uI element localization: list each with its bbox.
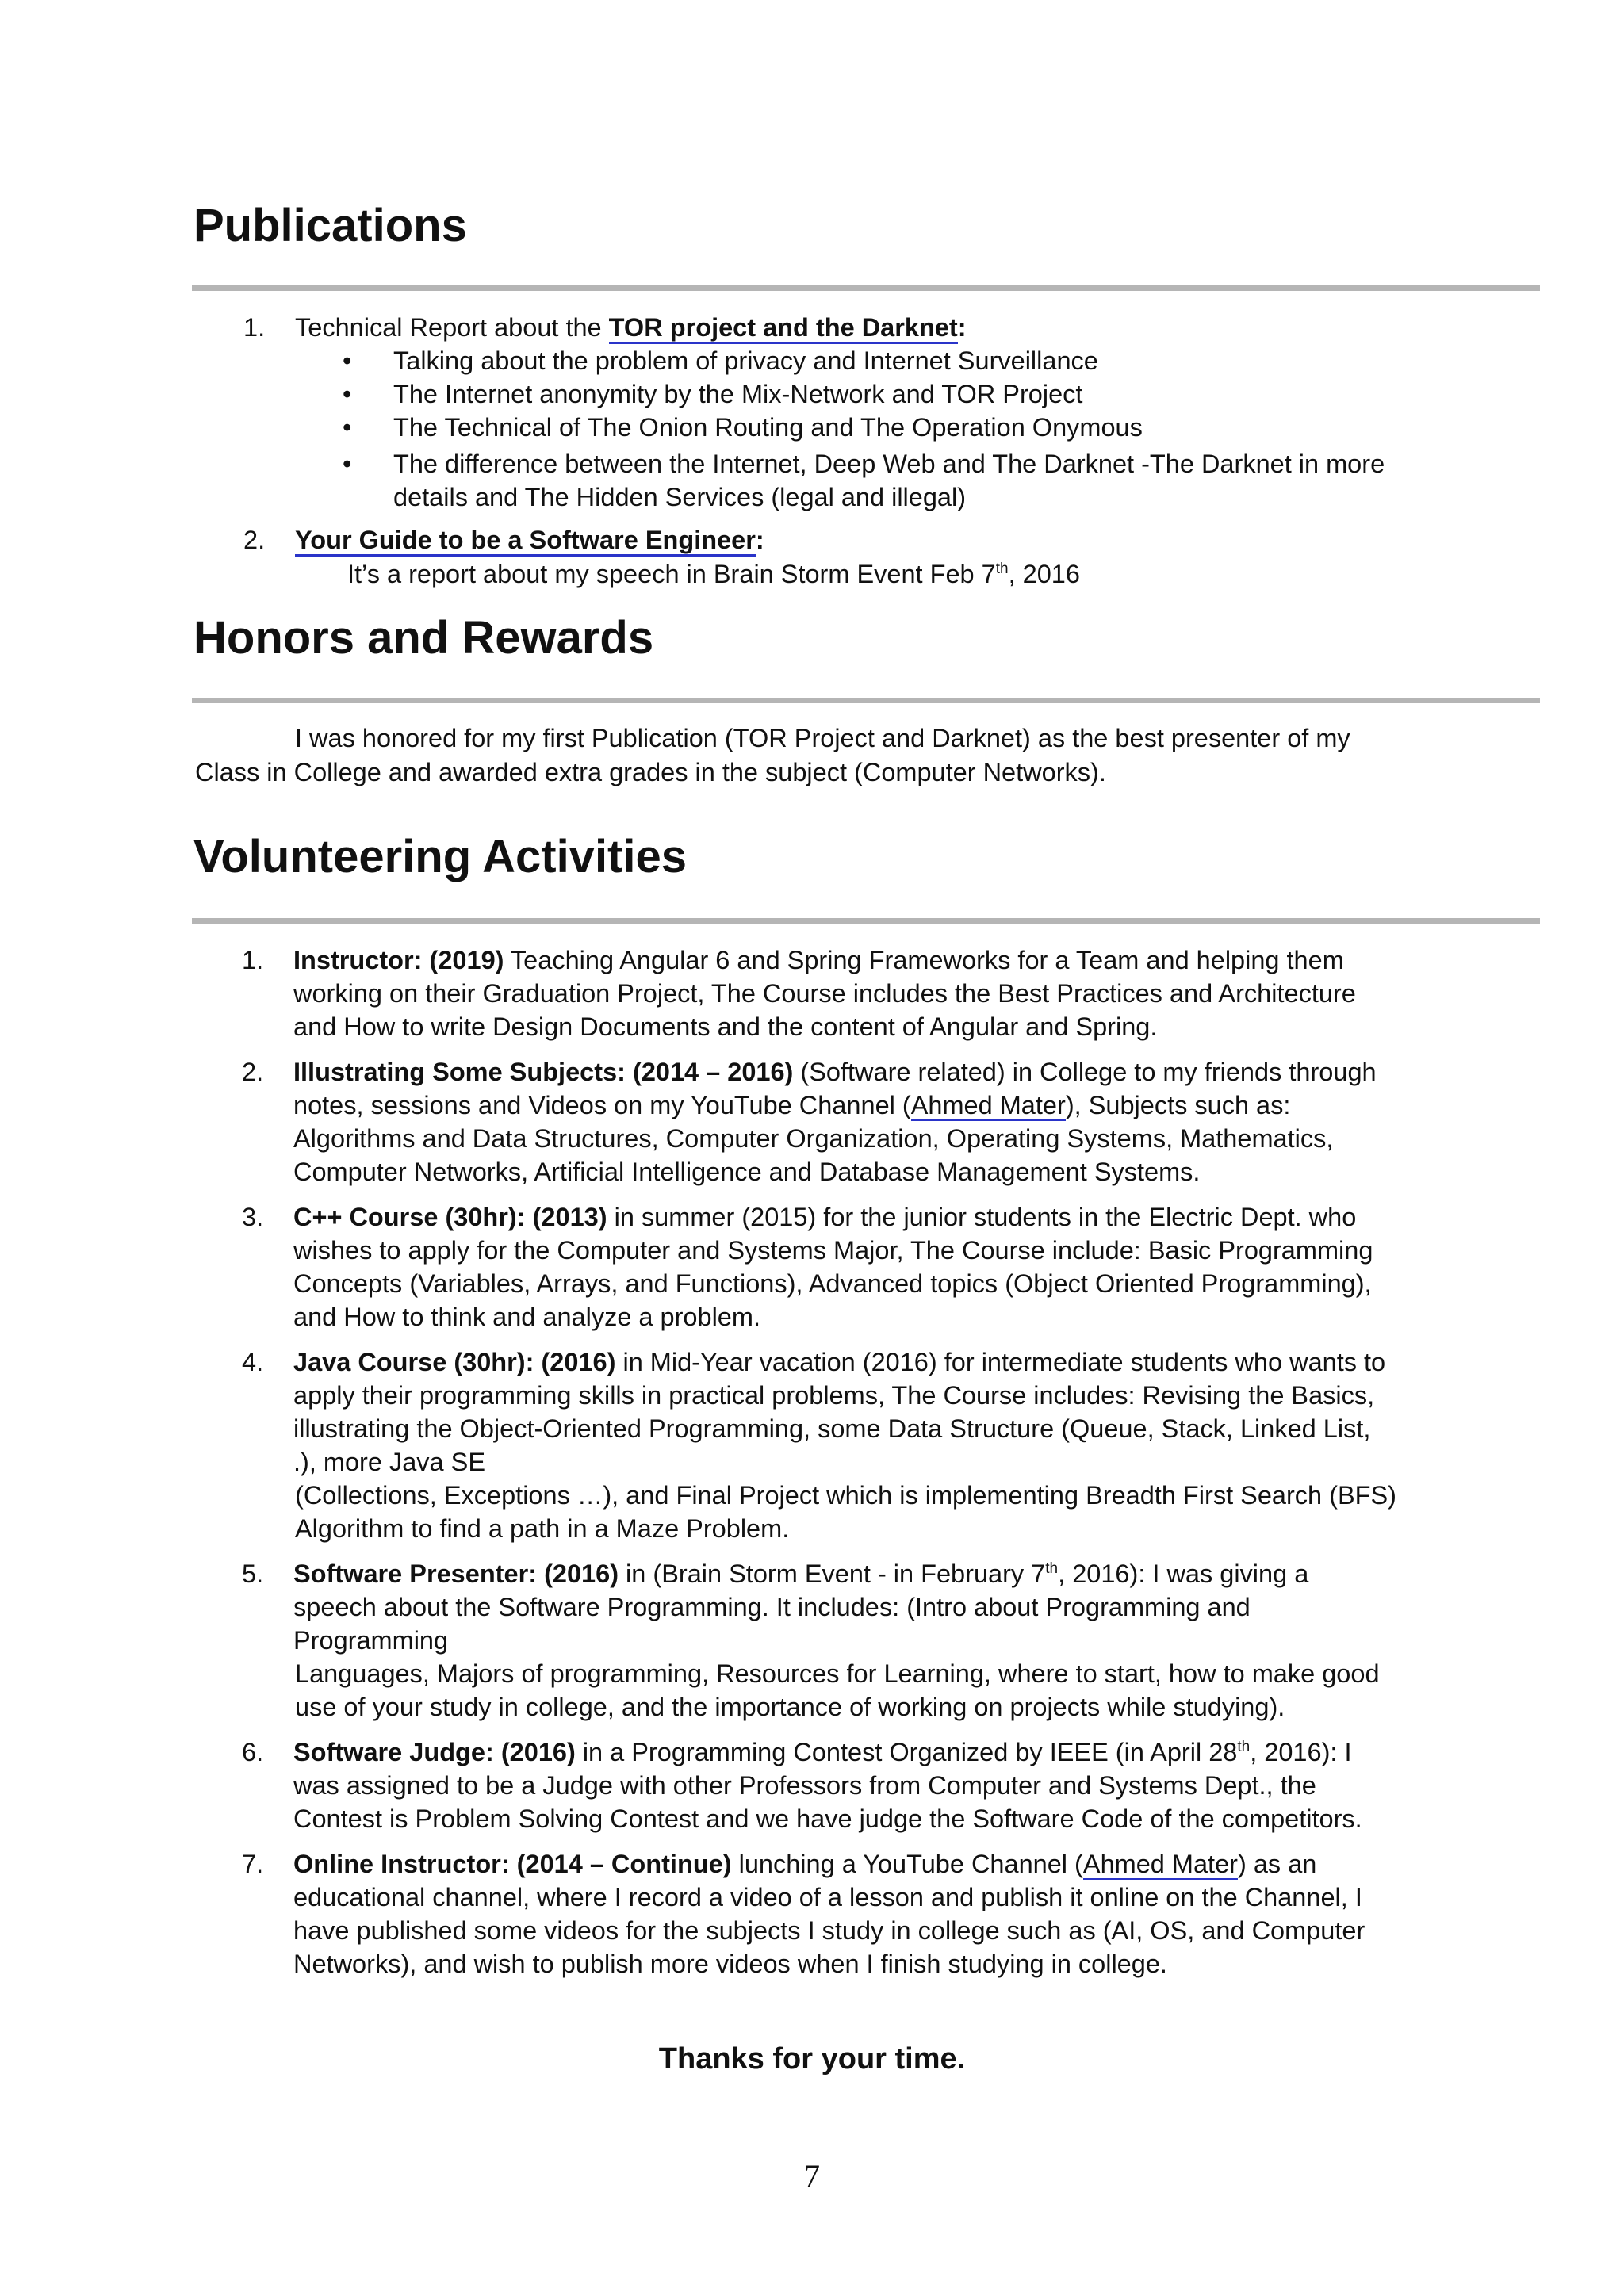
tor-report-link[interactable]: TOR project and the Darknet bbox=[609, 313, 958, 344]
activity-text: notes, sessions and Videos on my YouTube Channel (Ahmed Mater), Subjects such as: bbox=[293, 1091, 1291, 1119]
activity-text: have published some videos for the subjects I study in college such as (AI, OS, and Computer bbox=[293, 1916, 1365, 1945]
bullet-text: details and The Hidden Services (legal and illegal) bbox=[393, 483, 967, 511]
activity-text: .), more Java SE bbox=[293, 1448, 486, 1476]
bullet-icon: • bbox=[343, 380, 352, 408]
activity-text: and How to think and analyze a problem. bbox=[293, 1303, 760, 1331]
page-number: 7 bbox=[804, 2158, 820, 2194]
activity-text: illustrating the Object-Oriented Programming, some Data Structure (Queue, Stack, Linked List, bbox=[293, 1414, 1371, 1443]
list-number: 2. bbox=[242, 1058, 264, 1086]
activity-text: speech about the Software Programming. It includes: (Intro about Programming and bbox=[293, 1593, 1251, 1621]
activity-item: Java Course (30hr): (2016) in Mid-Year vacation (2016) for intermediate students who wants to bbox=[293, 1348, 1386, 1376]
publication-description: It’s a report about my speech in Brain Storm Event Feb 7th, 2016 bbox=[347, 560, 1080, 588]
bullet-text: The difference between the Internet, Deep Web and The Darknet -The Darknet in more bbox=[393, 450, 1385, 478]
section-divider bbox=[192, 698, 1540, 703]
bullet-text: The Internet anonymity by the Mix-Network and TOR Project bbox=[393, 380, 1083, 408]
section-divider bbox=[192, 918, 1540, 924]
activity-item: Online Instructor: (2014 – Continue) lunching a YouTube Channel (Ahmed Mater) as an bbox=[293, 1850, 1317, 1878]
honors-heading: Honors and Rewards bbox=[193, 612, 654, 664]
activity-text: Algorithms and Data Structures, Computer Organization, Operating Systems, Mathematics, bbox=[293, 1124, 1334, 1153]
publications-heading: Publications bbox=[193, 200, 467, 251]
youtube-channel-link[interactable]: Ahmed Mater bbox=[1082, 1850, 1238, 1878]
activity-text: was assigned to be a Judge with other Professors from Computer and Systems Dept., the bbox=[293, 1771, 1316, 1800]
activity-item: Software Judge: (2016) in a Programming Contest Organized by IEEE (in April 28th, 2016): I bbox=[293, 1738, 1352, 1766]
youtube-channel-link[interactable]: Ahmed Mater bbox=[910, 1091, 1066, 1119]
list-number: 1. bbox=[242, 946, 264, 974]
bullet-text: Talking about the problem of privacy and Internet Surveillance bbox=[393, 346, 1098, 375]
activity-text: educational channel, where I record a video of a lesson and publish it online on the Channel, I bbox=[293, 1883, 1362, 1911]
list-number: 2. bbox=[243, 526, 266, 554]
honors-text: I was honored for my first Publication (TOR Project and Darknet) as the best presenter of my bbox=[295, 724, 1350, 752]
bullet-text: The Technical of The Onion Routing and The Operation Onymous bbox=[393, 413, 1143, 442]
bullet-icon: • bbox=[343, 346, 352, 375]
bullet-icon: • bbox=[343, 413, 352, 442]
bullet-icon: • bbox=[343, 450, 352, 478]
list-number: 4. bbox=[242, 1348, 264, 1376]
activity-item: Software Presenter: (2016) in (Brain Storm Event - in February 7th, 2016): I was giving a bbox=[293, 1559, 1309, 1588]
list-number: 6. bbox=[242, 1738, 264, 1766]
closing-message: Thanks for your time. bbox=[658, 2042, 966, 2076]
software-engineer-guide-link[interactable]: Your Guide to be a Software Engineer bbox=[295, 526, 756, 557]
volunteering-heading: Volunteering Activities bbox=[193, 831, 687, 882]
list-number: 3. bbox=[242, 1203, 264, 1231]
activity-text: Programming bbox=[293, 1626, 449, 1655]
activity-item: Instructor: (2019) Teaching Angular 6 and Spring Frameworks for a Team and helping them bbox=[293, 946, 1344, 974]
list-number: 5. bbox=[242, 1559, 264, 1588]
honors-text: Class in College and awarded extra grades in the subject (Computer Networks). bbox=[195, 758, 1106, 786]
activity-text: apply their programming skills in practical problems, The Course includes: Revising the Basics, bbox=[293, 1381, 1375, 1410]
activity-item: Illustrating Some Subjects: (2014 – 2016) (Software related) in College to my friends through bbox=[293, 1058, 1377, 1086]
publication-item: Technical Report about the TOR project and the Darknet: bbox=[295, 311, 967, 344]
activity-text: Computer Networks, Artificial Intelligence and Database Management Systems. bbox=[293, 1158, 1201, 1186]
publication-item: Your Guide to be a Software Engineer: bbox=[295, 523, 764, 557]
activity-text: use of your study in college, and the importance of working on projects while studying). bbox=[295, 1693, 1285, 1721]
activity-text: Concepts (Variables, Arrays, and Functions), Advanced topics (Object Oriented Programming), bbox=[293, 1269, 1372, 1298]
activity-text: (Collections, Exceptions …), and Final Project which is implementing Breadth First Search (BFS) bbox=[295, 1481, 1396, 1510]
activity-text: working on their Graduation Project, The Course includes the Best Practices and Architecture bbox=[293, 979, 1356, 1008]
list-number: 1. bbox=[243, 313, 266, 342]
activity-text: wishes to apply for the Computer and Systems Major, The Course include: Basic Programming bbox=[293, 1236, 1373, 1265]
section-divider bbox=[192, 285, 1540, 291]
activity-text: Contest is Problem Solving Contest and we have judge the Software Code of the competitors. bbox=[293, 1804, 1362, 1833]
activity-text: Networks), and wish to publish more videos when I finish studying in college. bbox=[293, 1950, 1167, 1978]
activity-text: and How to write Design Documents and the content of Angular and Spring. bbox=[293, 1012, 1158, 1041]
activity-text: Algorithm to find a path in a Maze Problem. bbox=[295, 1514, 790, 1543]
activity-text: Languages, Majors of programming, Resources for Learning, where to start, how to make good bbox=[295, 1659, 1380, 1688]
activity-item: C++ Course (30hr): (2013) in summer (2015) for the junior students in the Electric Dept. who bbox=[293, 1203, 1357, 1231]
list-number: 7. bbox=[242, 1850, 264, 1878]
